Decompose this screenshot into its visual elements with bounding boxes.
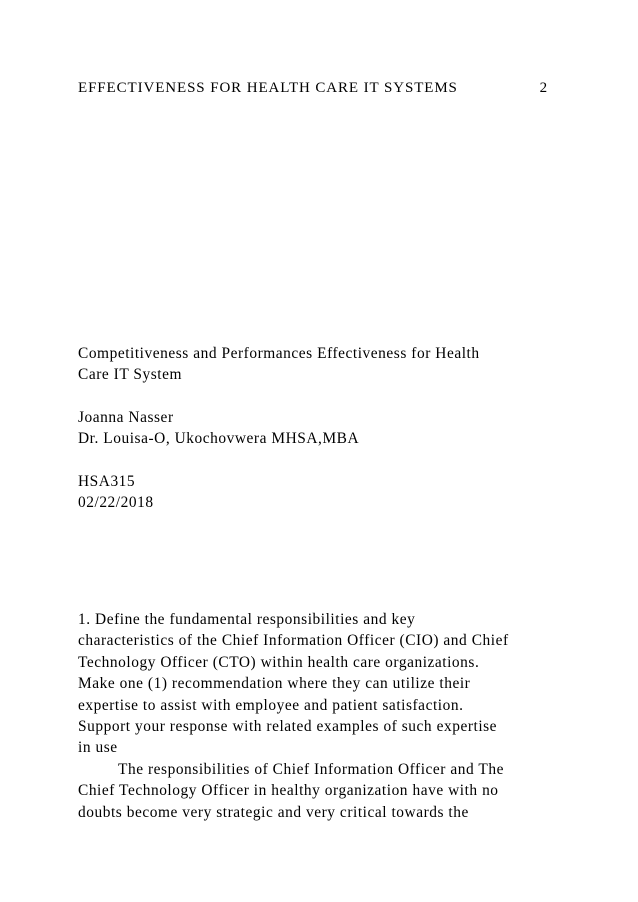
question-line: Technology Officer (CTO) within health care organizations. xyxy=(78,653,480,671)
page-number: 2 xyxy=(539,80,548,96)
course-block xyxy=(78,471,578,514)
question-line: 1. Define the fundamental responsibilities and key xyxy=(78,611,416,628)
answer-line: Chief Technology Officer in healthy organization have with no xyxy=(78,782,499,800)
author-name: Joanna Nasser xyxy=(78,409,174,426)
running-head xyxy=(78,78,548,98)
answer-line: The responsibilities of Chief Information Officer and The xyxy=(118,760,504,778)
instructor-name: Dr. Louisa-O, Ukochovwera MHSA,MBA xyxy=(78,430,360,448)
question-line: expertise to assist with employee and patient satisfaction. xyxy=(78,696,464,714)
running-title: EFFECTIVENESS FOR HEALTH CARE IT SYSTEMS xyxy=(78,80,458,96)
question-line: characteristics of the Chief Information Officer (CIO) and Chief xyxy=(78,632,509,650)
answer-line: doubts become very strategic and very critical towards the xyxy=(78,803,469,821)
question-line: Make one (1) recommendation where they can utilize their xyxy=(78,675,471,693)
question-line: in use xyxy=(78,739,118,757)
question-line: Support your response with related examples of such expertise xyxy=(78,718,498,736)
paper-title xyxy=(78,343,578,386)
title-line: Care IT System xyxy=(78,366,183,384)
question-prompt xyxy=(78,609,578,823)
author-block xyxy=(78,407,578,450)
course-code: HSA315 xyxy=(78,473,136,490)
title-line: Competitiveness and Performances Effectiveness for Health xyxy=(78,345,480,362)
submission-date: 02/22/2018 xyxy=(78,494,154,512)
